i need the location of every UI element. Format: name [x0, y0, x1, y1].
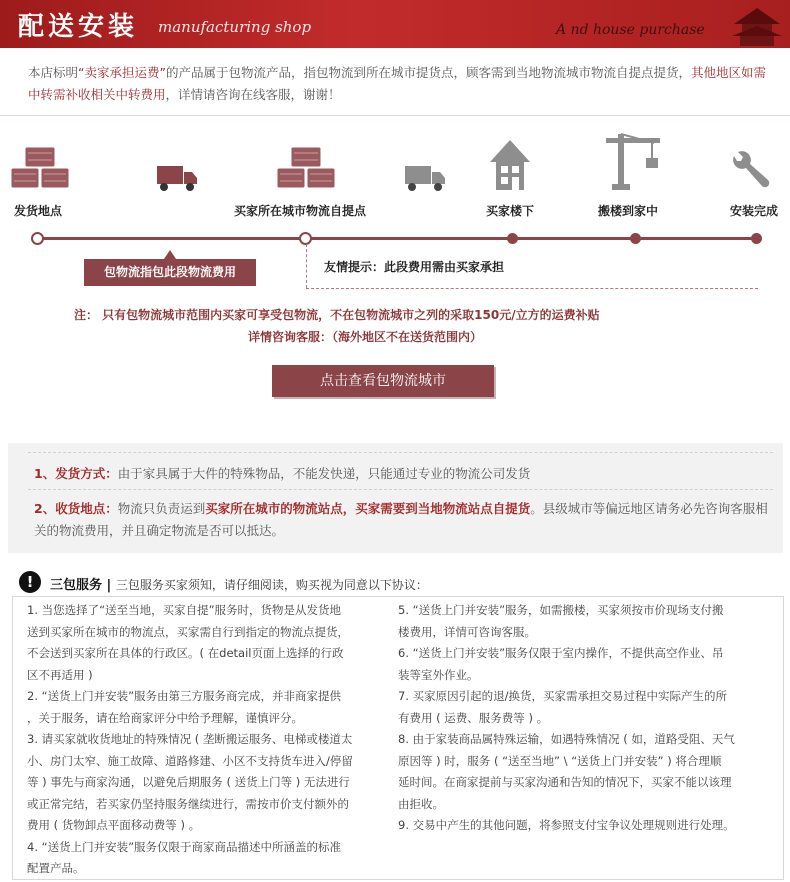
- service-term-line: 5. “送货上门并安装”服务，如需搬楼，买家须按市价现场支付搬: [398, 603, 724, 617]
- service-term-line: 6. “送货上门并安装”服务仅限于室内操作，不提供高空作业、吊: [398, 646, 724, 660]
- shipping-method-text: 由于家具属于大件的特殊物品，不能发快递，只能通过专业的物流公司发货: [117, 466, 531, 481]
- service-term-line: 有费用 ( 运费、服务费等 ) 。: [398, 710, 549, 725]
- intro-transfer-fee: 其他地区如需中转需补收相关中转费用: [28, 65, 766, 102]
- track-node: [31, 232, 44, 245]
- service-term-line: 不会送到买家所在具体的行政区。( 在detail页面上选择的行政: [27, 646, 344, 660]
- boxes-icon: [10, 146, 70, 190]
- service-title-text: 三包服务: [50, 578, 103, 593]
- intro-quote: “卖家承担运费”: [78, 65, 166, 80]
- step-label-pickup: 买家所在城市物流自提点: [234, 204, 367, 218]
- intro-part2: 的产品属于包物流产品，指包物流到所在城市提货点，顾客需到当地物流城市物流自提点提货，: [165, 65, 691, 80]
- step-label-install: 安装完成: [730, 204, 779, 218]
- service-term-line: 7. 买家原因引起的退/换货，买家需承担交易过程中实际产生的所: [398, 689, 727, 703]
- service-term-line: 2. “送货上门并安装”服务由第三方服务商完成，并非商家提供: [27, 689, 342, 703]
- intro-part1: 本店标明: [28, 65, 79, 80]
- warning-icon: !: [19, 571, 41, 593]
- header-subtitle: manufacturing shop: [158, 18, 312, 36]
- track-node: [630, 233, 641, 244]
- track-node: [751, 233, 762, 244]
- service-term-line: 配置产品。: [27, 861, 85, 875]
- pagoda-icon: [728, 2, 786, 46]
- truck-icon: [156, 164, 198, 192]
- divider: [28, 452, 773, 453]
- service-term-line: 送到买家所在城市的物流点，买家需自行到指定的物流点提货，: [27, 624, 349, 639]
- header-subtitle-right: A nd house purchase: [556, 22, 705, 38]
- service-term-line: 或正常完结，若买家仍坚持服务继续进行，需按市价支付额外的: [27, 796, 349, 811]
- service-subtitle: 三包服务买家须知，请仔细阅读，购买视为同意以下协议：: [115, 578, 428, 592]
- shipping-coverage-note: 包物流指包此段物流费用: [84, 259, 256, 286]
- pickup-text-c: 。县级城市等偏远地区请务必先咨询客服相关的物流费用，并且确定物流是否可以抵达。: [34, 501, 768, 538]
- service-term-line: 等 ) 事先与商家沟通，以避免后期服务 ( 送货上门等 ) 无法进行: [27, 775, 350, 789]
- step-label-carry: 搬楼到家中: [598, 204, 659, 218]
- page-title: 配送安装: [18, 12, 139, 42]
- service-terms-right: [398, 600, 768, 837]
- notice-line-2: 详情咨询客服：（海外地区不在送货范围内）: [248, 330, 483, 344]
- service-term-line: 区不再适用 ): [27, 667, 93, 682]
- view-cities-button[interactable]: 点击查看包物流城市: [272, 365, 494, 397]
- pickup-text-a: 物流只负责运到: [117, 501, 206, 516]
- service-term-line: 延时间。在商家提前与买家沟通和告知的情况下，买家不能以该理: [398, 775, 732, 789]
- note-pointer: [164, 250, 176, 259]
- header-banner: [0, 0, 790, 48]
- divider: [0, 115, 790, 116]
- shipping-method-title: 1、发货方式：: [34, 466, 118, 481]
- service-term-line: 装等室外作业。: [398, 667, 479, 682]
- house-icon: [488, 138, 532, 192]
- shipping-method: [34, 463, 774, 485]
- pickup-location-title: 2、收货地点：: [34, 501, 118, 516]
- dashed-bracket: [306, 244, 307, 288]
- step-label-origin: 发货地点: [14, 204, 63, 218]
- service-terms-left: [27, 600, 377, 880]
- service-term-line: 9. 交易中产生的其他问题，将参照支付宝争议处理规则进行处理。: [398, 818, 735, 832]
- service-term-line: 由拒收。: [398, 796, 444, 811]
- track-node: [507, 233, 518, 244]
- pickup-text-b: 买家所在城市的物流站点，买家需要到当地物流站点自提货: [205, 501, 531, 516]
- service-term-line: 原因等 ) 时，服务 ( “送至当地” \ “送货上门并安装” ) 将合理顺: [398, 753, 722, 768]
- service-term-line: ，关于服务，请在给商家评分中给予理解，谨慎评分。: [27, 710, 303, 725]
- step-label-downstairs: 买家楼下: [486, 204, 535, 218]
- service-title: 三包服务 | 三包服务买家须知，请仔细阅读，购买视为同意以下协议：: [50, 578, 428, 593]
- shipping-info-box: [8, 443, 783, 553]
- truck-icon: [404, 164, 446, 192]
- pickup-location: [34, 498, 774, 542]
- service-term-line: 费用 ( 货物卸点平面移动费等 ) 。: [27, 818, 201, 832]
- dashed-bracket: [306, 288, 758, 289]
- process-track: [38, 237, 758, 240]
- service-term-line: 4. “送货上门并安装”服务仅限于商家商品描述中所涵盖的标准: [27, 839, 342, 854]
- crane-icon: [604, 132, 662, 192]
- service-term-line: 小、房门太窄、施工故障、道路修建、小区不支持货车进入/停留: [27, 753, 353, 768]
- service-term-line: 1. 当您选择了“送至当地，买家自提”服务时，货物是从发货地: [27, 603, 342, 617]
- notice-line-1: 注： 只有包物流城市范围内买家可享受包物流，不在包物流城市之列的采取150元/立方的运费补贴: [74, 308, 600, 322]
- boxes-icon: [276, 146, 336, 190]
- service-term-line: 3. 请买家就收货地址的特殊情况 ( 垄断搬运服务、电梯或楼道太: [27, 732, 353, 746]
- wrench-icon: [730, 148, 770, 190]
- intro-part4: ，详情请咨询在线客服，谢谢！: [165, 87, 341, 102]
- service-term-line: 楼费用，详情可咨询客服。: [398, 624, 536, 639]
- divider: [28, 489, 773, 490]
- intro-text: [28, 62, 770, 106]
- service-term-line: 8. 由于家装商品属特殊运输，如遇特殊情况 ( 如，道路受阻、天气: [398, 732, 735, 746]
- friendly-tip: 友情提示：此段费用需由买家承担: [324, 260, 505, 274]
